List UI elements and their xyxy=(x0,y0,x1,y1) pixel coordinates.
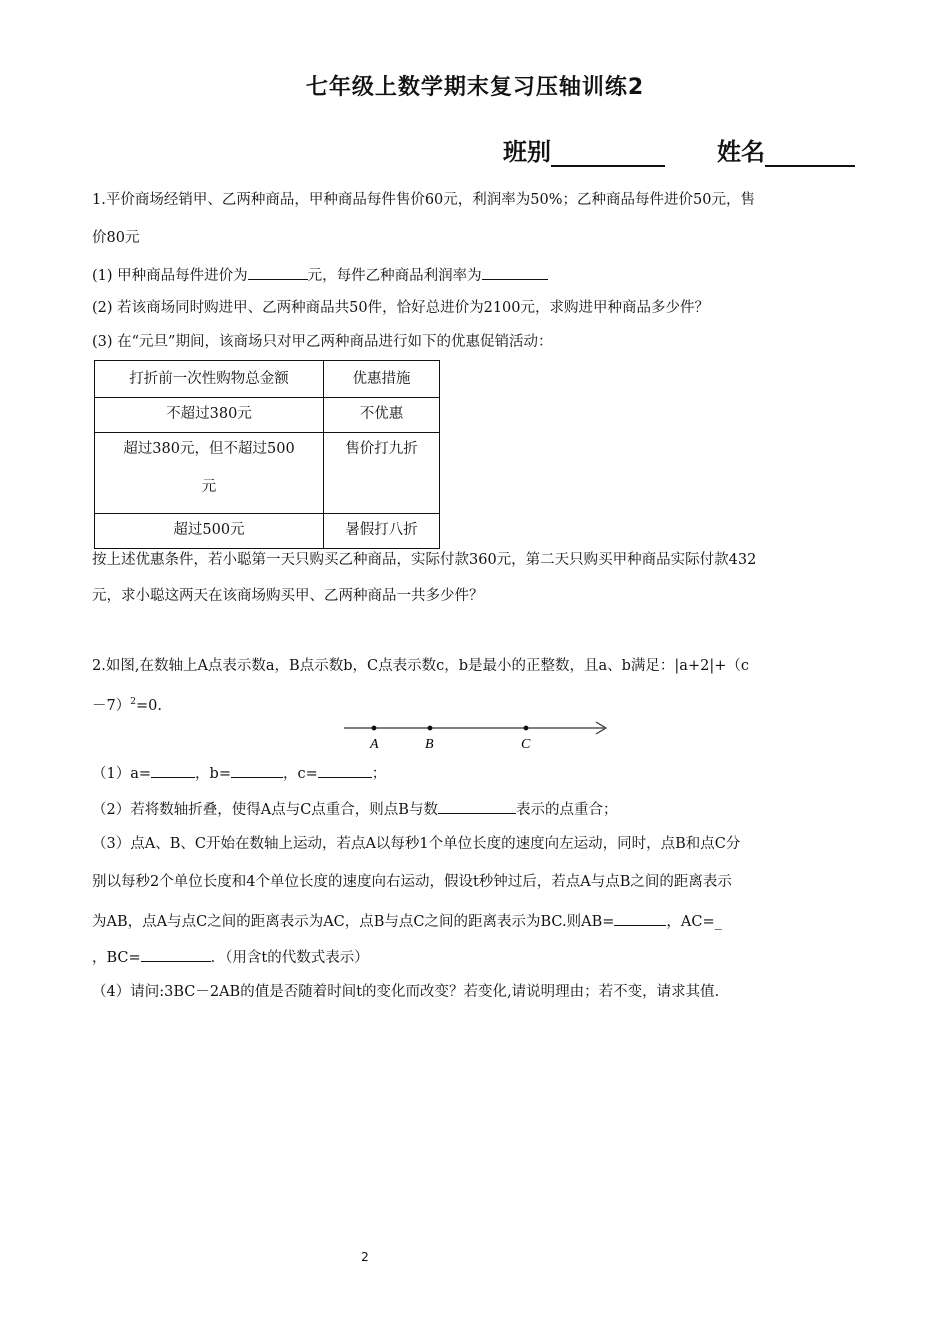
class-label: 班别 xyxy=(503,138,551,166)
answer-blank xyxy=(248,264,308,280)
q2-part3-line1: （3）点A、B、C开始在数轴上运动，若点A以每秒1个单位长度的速度向左运动，同时，点B和点C分 xyxy=(92,836,741,852)
table-row xyxy=(95,398,440,433)
name-blank xyxy=(765,139,855,167)
point-c-label: C xyxy=(521,737,531,752)
class-name-fields xyxy=(503,132,863,167)
point-b xyxy=(428,726,433,731)
point-b-label: B xyxy=(425,737,434,752)
q2-part1 xyxy=(92,762,862,784)
q2-part2 xyxy=(92,798,862,820)
q1-stem-line1: 1.平价商场经销甲、乙两种商品，甲种商品每件售价60元，利润率为50%；乙种商品每件进价50元，售 xyxy=(92,192,755,208)
q1-part1-text-a: (1) 甲种商品每件进价为 xyxy=(92,268,248,284)
number-line-figure xyxy=(340,718,610,754)
answer-blank xyxy=(318,762,372,778)
table-cell: 不优惠 xyxy=(324,398,440,433)
table-header-row xyxy=(95,361,440,398)
q2-part3-line3 xyxy=(92,910,862,932)
q2-part1-text: ； xyxy=(371,766,387,782)
q2-part3-text: 为AB，点A与点C之间的距离表示为AC，点B与点C之间的距离表示为BC.则AB= xyxy=(92,914,615,930)
name-label: 姓名 xyxy=(717,138,765,166)
q2-stem-text: －7） xyxy=(92,697,131,714)
q2-part1-text: （1）a= xyxy=(92,766,152,782)
table-cell-line: 元 xyxy=(201,479,217,495)
q1-after-line2: 元，求小聪这两天在该商场购买甲、乙两种商品一共多少件？ xyxy=(92,588,484,604)
q2-part4: （4）请问:3BC－2AB的值是否随着时间t的变化而改变？若变化,请说明理由；若不变，请求其值. xyxy=(92,984,720,1000)
page-title: 七年级上数学期末复习压轴训练2 xyxy=(305,75,645,100)
q2-stem-line2 xyxy=(92,692,862,716)
answer-blank xyxy=(141,946,211,962)
table-header-cell: 优惠措施 xyxy=(324,361,440,398)
table-cell: 不超过380元 xyxy=(95,398,324,433)
point-a-label: A xyxy=(370,737,379,752)
table-cell: 超过500元 xyxy=(95,514,324,549)
q2-exponent: 2 xyxy=(130,697,136,707)
table-header-cell: 打折前一次性购物总金额 xyxy=(95,361,324,398)
table-cell-line: 超过380元，但不超过500 xyxy=(123,441,295,457)
table-cell xyxy=(95,433,324,514)
q2-part3-text: ，AC=_ xyxy=(666,914,722,930)
q2-part2-text: （2）若将数轴折叠，使得A点与C点重合，则点B与数 xyxy=(92,802,438,818)
table-cell: 售价打九折 xyxy=(324,433,440,514)
answer-blank xyxy=(482,264,548,280)
q2-part1-text: ，c= xyxy=(282,766,318,782)
answer-blank xyxy=(614,910,666,926)
class-blank xyxy=(551,139,665,167)
q1-part3: (3) 在“元旦”期间，该商场只对甲乙两种商品进行如下的优惠促销活动： xyxy=(92,334,553,350)
table-cell: 暑假打八折 xyxy=(324,514,440,549)
q2-part3-text: ，BC= xyxy=(92,950,141,966)
q2-part3-line2: 别以每秒2个单位长度和4个单位长度的速度向右运动，假设t秒钟过后，若点A与点B之间的距离表示 xyxy=(92,874,732,890)
table-row xyxy=(95,433,440,514)
q2-part3-line4 xyxy=(92,946,862,968)
q2-stem-line1: 2.如图,在数轴上A点表示数a，B点示数b，C点表示数c，b是最小的正整数，且a、b满足：|a+2|+（c xyxy=(92,658,749,674)
q1-stem-line2: 价80元 xyxy=(92,230,140,246)
table-row xyxy=(95,514,440,549)
point-c xyxy=(524,726,529,731)
q2-stem-text: =0. xyxy=(135,697,162,714)
point-a xyxy=(372,726,377,731)
answer-blank xyxy=(151,762,195,778)
q1-after-line1: 按上述优惠条件，若小聪第一天只购买乙种商品，实际付款360元，第二天只购买甲种商品实际付款432 xyxy=(92,552,757,568)
q2-part2-text: 表示的点重合； xyxy=(515,802,618,818)
page-number: 2 xyxy=(361,1250,369,1264)
q1-part2: (2) 若该商场同时购进甲、乙两种商品共50件，恰好总进价为2100元，求购进甲种商品多少件？ xyxy=(92,300,709,316)
discount-table xyxy=(94,360,440,549)
q2-part3-text: ．（用含t的代数式表示） xyxy=(210,950,369,966)
q2-part1-text: ，b= xyxy=(195,766,231,782)
answer-blank xyxy=(438,798,516,814)
answer-blank xyxy=(231,762,283,778)
q1-part1-text-b: 元，每件乙种商品利润率为 xyxy=(307,268,482,284)
q1-part1 xyxy=(92,264,862,286)
